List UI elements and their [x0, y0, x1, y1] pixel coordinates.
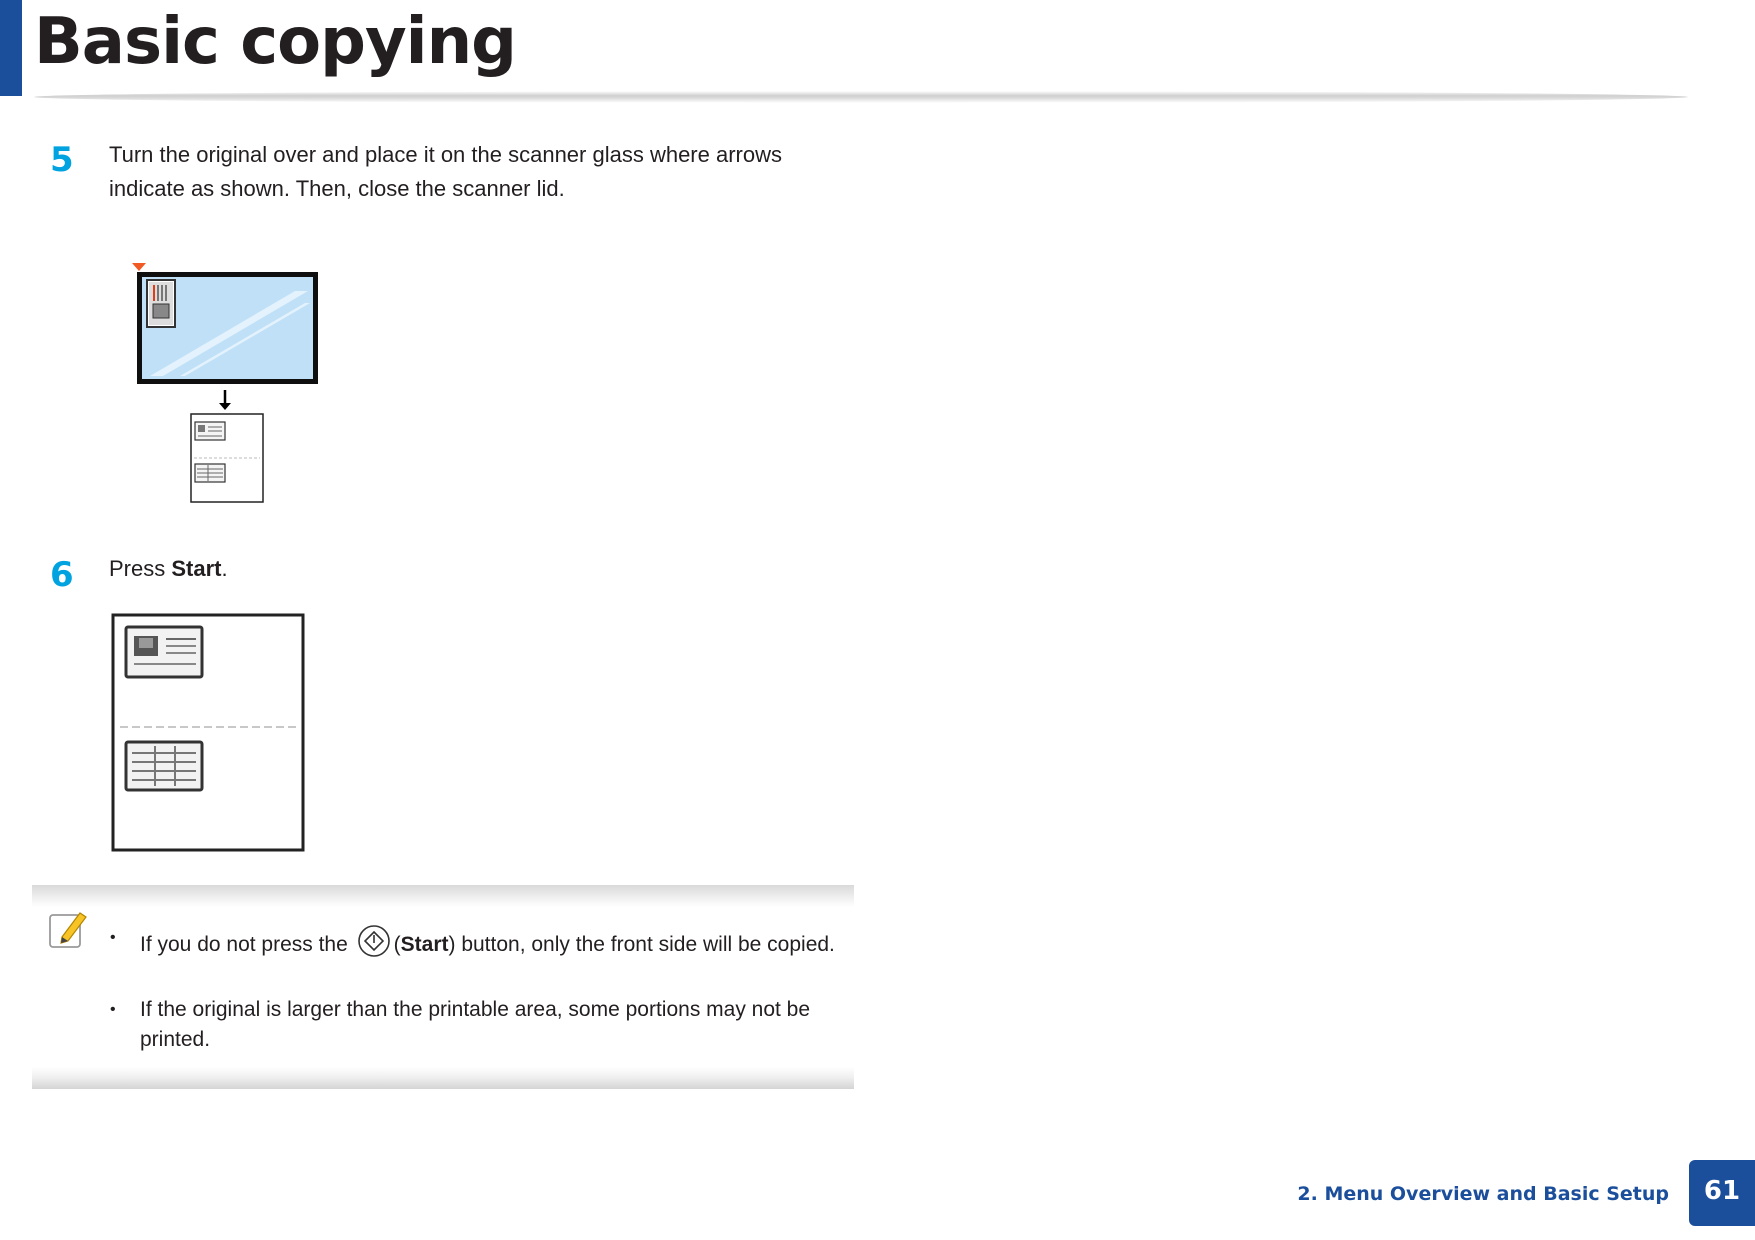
step-text-plain: . [221, 556, 228, 581]
start-label: Start [171, 556, 222, 581]
step-text-plain: Press [109, 556, 172, 581]
down-arrow-icon [219, 403, 231, 410]
title-accent-bar [0, 0, 22, 96]
step-text [109, 552, 228, 586]
footer-chapter: 2. Menu Overview and Basic Setup [1297, 1183, 1669, 1205]
start-button-icon [356, 923, 392, 959]
bullet-text: If you do not press the [140, 933, 354, 956]
note-box [32, 885, 854, 1089]
note-bullet: • If the original is larger than the printable area, some portions may not be printed. [110, 995, 840, 1055]
start-label: Start [400, 933, 449, 956]
scanner-glass-illustration [125, 258, 325, 508]
note-bullet: • If you do not press the (Start) button, only the front side will be copied. [110, 923, 840, 960]
page-title: Basic copying [34, 5, 516, 79]
alignment-arrow-icon [132, 263, 146, 271]
title-divider [34, 91, 1688, 103]
bullet-text: ) button, only the front side will be copied. [448, 933, 835, 956]
copy-output-illustration [110, 612, 310, 852]
note-pencil-icon [46, 907, 90, 951]
bullet-text: If the original is larger than the printable area, some portions may not be printed. [140, 998, 811, 1051]
step-text: Turn the original over and place it on the scanner glass where arrows indicate as shown. Then, close the scanner lid. [109, 142, 782, 201]
step-number: 5 [50, 140, 74, 180]
step-number: 6 [50, 555, 74, 595]
page-number-badge: 61 [1689, 1160, 1755, 1226]
